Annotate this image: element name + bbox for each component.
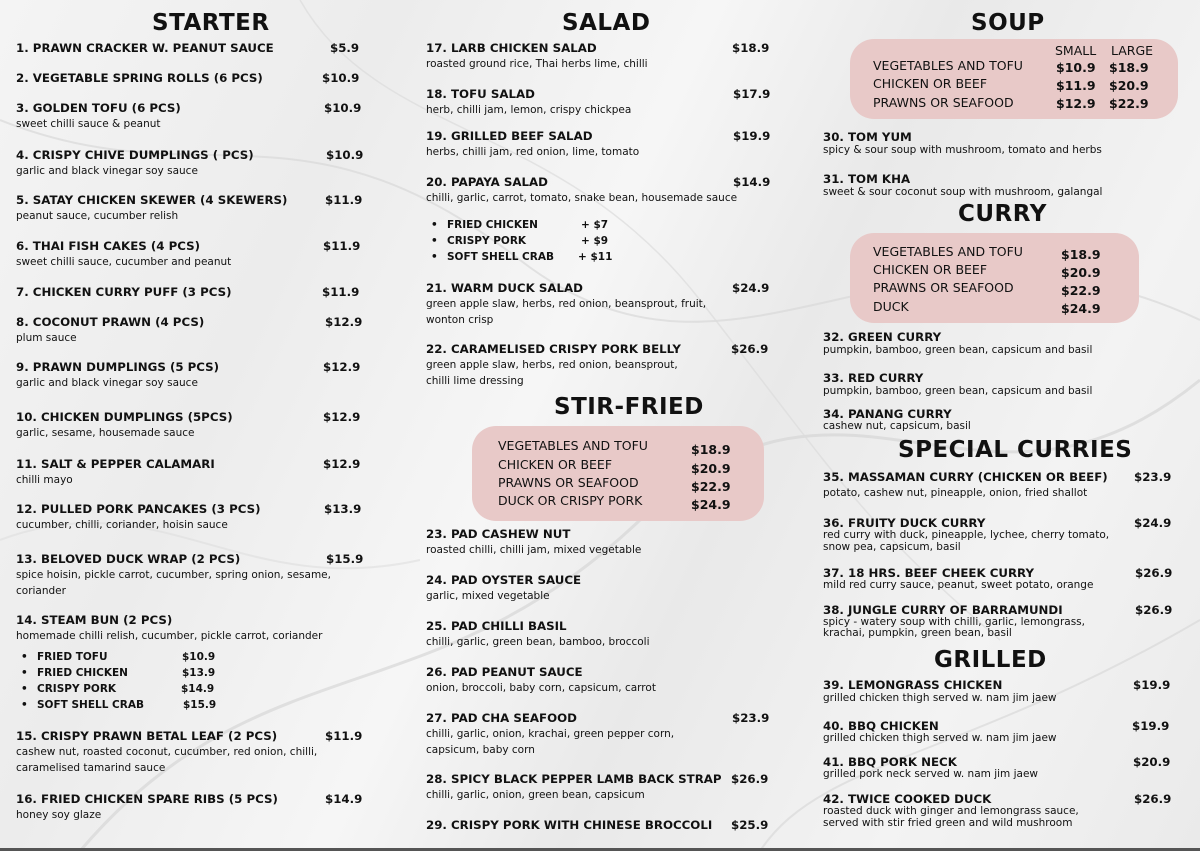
item-name: 28. SPICY BLACK PEPPER LAMB BACK STRAP: [426, 772, 722, 786]
option-price: $10.9: [182, 651, 216, 663]
box-option-price: $18.9: [691, 442, 731, 457]
item-description: pumpkin, bamboo, green bean, capsicum and basil: [823, 385, 1093, 397]
item-price: $12.9: [323, 457, 361, 471]
option-name: CRISPY PORK: [37, 683, 117, 695]
item-description: grilled pork neck served w. nam jim jaew: [823, 768, 1039, 780]
item-name: 9. PRAWN DUMPLINGS (5 PCS): [16, 360, 220, 374]
option-name: CRISPY PORK: [447, 235, 527, 247]
item-name: 21. WARM DUCK SALAD: [426, 281, 583, 295]
curry-heading: CURRY: [958, 201, 1047, 227]
item-description: green apple slaw, herbs, red onion, beansprout, fruit,: [426, 298, 707, 310]
box-option-name: PRAWNS OR SEAFOOD: [498, 475, 639, 490]
item-name: 23. PAD CASHEW NUT: [426, 527, 571, 541]
item-name: 18. TOFU SALAD: [426, 87, 535, 101]
item-description: spicy - watery soup with chilli, garlic, lemongrass,: [823, 616, 1085, 628]
item-price: $26.9: [731, 342, 769, 356]
item-description: chilli, garlic, carrot, tomato, snake bean, housemade sauce: [426, 192, 738, 204]
item-description: spice hoisin, pickle carrot, cucumber, spring onion, sesame,: [16, 569, 331, 581]
item-price: $24.9: [732, 281, 770, 295]
item-description: green apple slaw, herbs, red onion, beansprout,: [426, 359, 678, 371]
item-description: herbs, chilli jam, red onion, lime, tomato: [426, 146, 640, 158]
box-option-name: VEGETABLES AND TOFU: [873, 58, 1023, 73]
item-price: $17.9: [733, 87, 771, 101]
box-option-price: $18.9: [1109, 60, 1149, 75]
item-price: $26.9: [1134, 792, 1172, 806]
box-option-name: PRAWNS OR SEAFOOD: [873, 280, 1014, 295]
item-name: 38. JUNGLE CURRY OF BARRAMUNDI: [823, 603, 1063, 617]
starter-heading: STARTER: [152, 10, 270, 36]
option-price: $14.9: [181, 683, 215, 695]
option-name: SOFT SHELL CRAB: [447, 251, 554, 263]
item-name: 42. TWICE COOKED DUCK: [823, 792, 992, 806]
box-option-name: CHICKEN OR BEEF: [873, 76, 988, 91]
item-description: herb, chilli jam, lemon, crispy chickpea: [426, 104, 632, 116]
box-option-price: $18.9: [1061, 247, 1101, 262]
item-name: 29. CRISPY PORK WITH CHINESE BROCCOLI: [426, 818, 713, 832]
item-name: 36. FRUITY DUCK CURRY: [823, 516, 986, 530]
option-name: SOFT SHELL CRAB: [37, 699, 144, 711]
item-name: 35. MASSAMAN CURRY (CHICKEN OR BEEF): [823, 470, 1108, 484]
box-option-name: DUCK OR CRISPY PORK: [498, 493, 643, 508]
item-description: krachai, pumpkin, green bean, basil: [823, 627, 1012, 639]
option-item: [37, 651, 216, 663]
item-name: 5. SATAY CHICKEN SKEWER (4 SKEWERS): [16, 193, 288, 207]
option-name: FRIED TOFU: [37, 651, 108, 663]
option-price: + $11: [578, 251, 613, 263]
item-price: $11.9: [325, 729, 363, 743]
box-option-name: DUCK: [873, 299, 909, 314]
option-price: $15.9: [183, 699, 217, 711]
item-description: cashew nut, capsicum, basil: [823, 420, 971, 432]
item-price: $10.9: [322, 71, 360, 85]
item-description: homemade chilli relish, cucumber, pickle carrot, coriander: [16, 630, 323, 642]
item-name: 26. PAD PEANUT SAUCE: [426, 665, 583, 679]
item-name: 14. STEAM BUN (2 PCS): [16, 613, 173, 627]
item-description: capsicum, baby corn: [426, 744, 535, 756]
item-price: $19.9: [733, 129, 771, 143]
item-name: 12. PULLED PORK PANCAKES (3 PCS): [16, 502, 261, 516]
option-item: [447, 251, 613, 263]
item-description: peanut sauce, cucumber relish: [16, 210, 179, 222]
starter-section: [16, 0, 366, 851]
box-option-name: VEGETABLES AND TOFU: [873, 244, 1023, 259]
item-price: $11.9: [325, 193, 363, 207]
item-name: 37. 18 HRS. BEEF CHEEK CURRY: [823, 566, 1035, 580]
item-price: $12.9: [325, 315, 363, 329]
stir-fried-price-box: [472, 426, 764, 521]
item-name: 19. GRILLED BEEF SALAD: [426, 129, 593, 143]
item-description: snow pea, capsicum, basil: [823, 541, 961, 553]
item-price: $12.9: [323, 360, 361, 374]
item-description: roasted duck with ginger and lemongrass sauce,: [823, 805, 1079, 817]
item-name: 31. TOM KHA: [823, 172, 911, 186]
box-option-price: $24.9: [1061, 301, 1101, 316]
item-name: 20. PAPAYA SALAD: [426, 175, 548, 189]
stir-fried-heading: STIR-FRIED: [554, 394, 704, 420]
box-option-price: $24.9: [691, 497, 731, 512]
item-name: 7. CHICKEN CURRY PUFF (3 PCS): [16, 285, 232, 299]
option-item: [37, 667, 216, 679]
option-item: [447, 235, 609, 247]
item-description: chilli lime dressing: [426, 375, 524, 387]
box-option-price: $11.9: [1056, 78, 1096, 93]
item-price: $24.9: [1134, 516, 1172, 530]
item-description: cashew nut, roasted coconut, cucumber, red onion, chilli,: [16, 746, 318, 758]
item-name: 30. TOM YUM: [823, 130, 912, 144]
item-description: potato, cashew nut, pineapple, onion, fried shallot: [823, 487, 1088, 499]
item-description: served with stir fried green and wild mushroom: [823, 817, 1073, 829]
large-size-label: LARGE: [1111, 43, 1154, 58]
item-name: 10. CHICKEN DUMPLINGS (5PCS): [16, 410, 233, 424]
item-description: chilli, garlic, onion, green bean, capsicum: [426, 789, 645, 801]
box-option-price: $22.9: [691, 479, 731, 494]
item-name: 13. BELOVED DUCK WRAP (2 PCS): [16, 552, 241, 566]
option-name: FRIED CHICKEN: [447, 219, 538, 231]
item-price: $19.9: [1133, 678, 1171, 692]
item-description: mild red curry sauce, peanut, sweet potato, orange: [823, 579, 1094, 591]
item-name: 16. FRIED CHICKEN SPARE RIBS (5 PCS): [16, 792, 278, 806]
item-name: 41. BBQ PORK NECK: [823, 755, 957, 769]
item-price: $12.9: [323, 410, 361, 424]
item-description: garlic, sesame, housemade sauce: [16, 427, 195, 439]
item-name: 3. GOLDEN TOFU (6 PCS): [16, 101, 181, 115]
item-name: 6. THAI FISH CAKES (4 PCS): [16, 239, 200, 253]
item-description: chilli, garlic, onion, krachai, green pepper corn,: [426, 728, 675, 740]
item-description: roasted ground rice, Thai herbs lime, chilli: [426, 58, 648, 70]
item-price: $19.9: [1132, 719, 1170, 733]
item-name: 24. PAD OYSTER SAUCE: [426, 573, 582, 587]
item-name: 15. CRISPY PRAWN BETAL LEAF (2 PCS): [16, 729, 278, 743]
option-price: + $7: [581, 219, 609, 231]
curry-price-box: [850, 233, 1139, 323]
item-description: cucumber, chilli, coriander, hoisin sauce: [16, 519, 228, 531]
item-description: grilled chicken thigh served w. nam jim jaew: [823, 732, 1057, 744]
item-description: sweet chilli sauce & peanut: [16, 118, 161, 130]
item-description: sweet chilli sauce, cucumber and peanut: [16, 256, 232, 268]
item-price: $15.9: [326, 552, 364, 566]
item-name: 40. BBQ CHICKEN: [823, 719, 939, 733]
item-price: $14.9: [733, 175, 771, 189]
item-price: $20.9: [1133, 755, 1171, 769]
box-option-name: VEGETABLES AND TOFU: [498, 438, 648, 453]
option-item: [447, 219, 609, 231]
option-item: [37, 683, 215, 695]
small-size-label: SMALL: [1055, 43, 1097, 58]
item-description: spicy & sour soup with mushroom, tomato and herbs: [823, 144, 1102, 156]
item-price: $11.9: [322, 285, 360, 299]
salad-section: [426, 0, 776, 851]
box-option-name: CHICKEN OR BEEF: [498, 457, 613, 472]
item-description: red curry with duck, pineapple, lychee, cherry tomato,: [823, 529, 1110, 541]
box-option-name: PRAWNS OR SEAFOOD: [873, 95, 1014, 110]
box-option-price: $20.9: [1109, 78, 1149, 93]
item-price: $23.9: [732, 711, 770, 725]
option-price: $13.9: [182, 667, 216, 679]
item-name: 2. VEGETABLE SPRING ROLLS (6 PCS): [16, 71, 263, 85]
item-price: $18.9: [732, 41, 770, 55]
box-option-price: $22.9: [1061, 283, 1101, 298]
salad-heading: SALAD: [562, 10, 651, 36]
item-description: plum sauce: [16, 332, 77, 344]
item-name: 27. PAD CHA SEAFOOD: [426, 711, 577, 725]
item-description: chilli mayo: [16, 474, 73, 486]
item-price: $25.9: [731, 818, 769, 832]
item-name: 22. CARAMELISED CRISPY PORK BELLY: [426, 342, 681, 356]
item-name: 8. COCONUT PRAWN (4 PCS): [16, 315, 205, 329]
item-name: 32. GREEN CURRY: [823, 330, 942, 344]
item-name: 17. LARB CHICKEN SALAD: [426, 41, 597, 55]
option-item: [37, 699, 217, 711]
item-price: $14.9: [325, 792, 363, 806]
item-name: 34. PANANG CURRY: [823, 407, 952, 421]
item-description: coriander: [16, 585, 66, 597]
box-option-price: $22.9: [1109, 96, 1149, 111]
item-price: $10.9: [324, 101, 362, 115]
item-description: garlic and black vinegar soy sauce: [16, 165, 198, 177]
soup-section: [823, 0, 1173, 851]
soup-price-box: [850, 39, 1178, 119]
item-name: 4. CRISPY CHIVE DUMPLINGS ( PCS): [16, 148, 254, 162]
box-option-price: $12.9: [1056, 96, 1096, 111]
item-name: 39. LEMONGRASS CHICKEN: [823, 678, 1003, 692]
item-price: $23.9: [1134, 470, 1172, 484]
item-description: caramelised tamarind sauce: [16, 762, 166, 774]
item-price: $13.9: [324, 502, 362, 516]
item-description: wonton crisp: [426, 314, 494, 326]
item-price: $26.9: [1135, 566, 1173, 580]
item-description: grilled chicken thigh served w. nam jim jaew: [823, 692, 1057, 704]
box-option-price: $20.9: [691, 461, 731, 476]
item-description: roasted chilli, chilli jam, mixed vegetable: [426, 544, 642, 556]
box-option-name: CHICKEN OR BEEF: [873, 262, 988, 277]
soup-heading: SOUP: [971, 10, 1045, 36]
item-description: pumpkin, bamboo, green bean, capsicum and basil: [823, 344, 1093, 356]
item-price: $5.9: [330, 41, 360, 55]
item-price: $26.9: [1135, 603, 1173, 617]
item-description: onion, broccoli, baby corn, capsicum, carrot: [426, 682, 656, 694]
box-option-price: $20.9: [1061, 265, 1101, 280]
item-description: chilli, garlic, green bean, bamboo, broccoli: [426, 636, 650, 648]
item-price: $10.9: [326, 148, 364, 162]
item-description: sweet & sour coconut soup with mushroom, galangal: [823, 186, 1103, 198]
item-name: 11. SALT & PEPPER CALAMARI: [16, 457, 215, 471]
item-description: honey soy glaze: [16, 809, 102, 821]
item-name: 1. PRAWN CRACKER W. PEANUT SAUCE: [16, 41, 274, 55]
item-price: $11.9: [323, 239, 361, 253]
option-price: + $9: [581, 235, 609, 247]
grilled-heading: GRILLED: [934, 647, 1047, 673]
item-name: 25. PAD CHILLI BASIL: [426, 619, 567, 633]
special-curries-heading: SPECIAL CURRIES: [898, 437, 1133, 463]
item-price: $26.9: [731, 772, 769, 786]
box-option-price: $10.9: [1056, 60, 1096, 75]
item-description: garlic and black vinegar soy sauce: [16, 377, 198, 389]
item-description: garlic, mixed vegetable: [426, 590, 550, 602]
item-name: 33. RED CURRY: [823, 371, 924, 385]
option-name: FRIED CHICKEN: [37, 667, 128, 679]
